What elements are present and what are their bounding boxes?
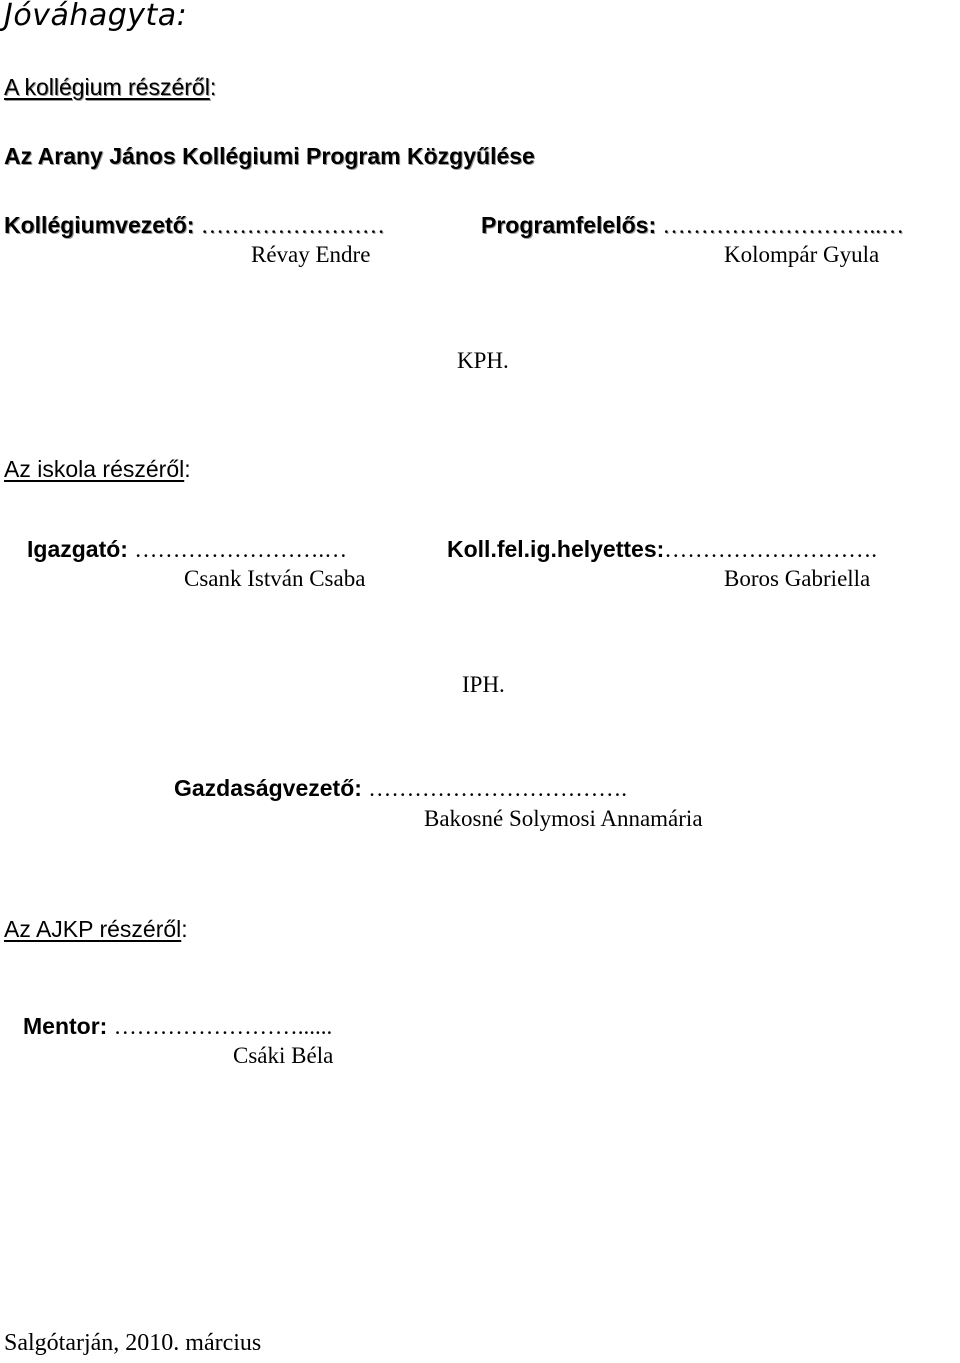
- college-heading-colon: :: [209, 74, 217, 100]
- school-stamp-placeholder: IPH.: [462, 672, 505, 697]
- director-signature-line: [27, 536, 347, 563]
- director-dots: …………………….…: [134, 537, 348, 562]
- assembly-title: Az Arany János Kollégiumi Program Közgyűlése: [4, 143, 535, 169]
- program-manager-signature-line: [481, 212, 904, 239]
- college-section-heading: [4, 74, 216, 101]
- mentor-dots: ……………………......: [113, 1014, 333, 1039]
- mentor-label: Mentor:: [23, 1013, 108, 1039]
- program-manager-label: Programfelelős:: [481, 212, 657, 238]
- program-manager-name: Kolompár Gyula: [724, 242, 880, 267]
- economic-manager-label: Gazdaságvezető:: [174, 775, 362, 801]
- school-heading-colon: :: [184, 456, 191, 482]
- college-head-signature-line: [4, 212, 385, 239]
- mentor-name: Csáki Béla: [233, 1043, 334, 1068]
- college-head-dots: ……………………: [200, 213, 385, 238]
- economic-manager-signature-line: [174, 775, 627, 802]
- director-name: Csank István Csaba: [184, 566, 366, 591]
- ajkp-heading-colon: :: [181, 916, 188, 942]
- ajkp-section-heading: [4, 916, 188, 943]
- deputy-director-name: Boros Gabriella: [724, 566, 871, 591]
- college-head-label: Kollégiumvezető:: [4, 212, 195, 238]
- college-head-name: Révay Endre: [251, 242, 371, 267]
- deputy-director-dots: ……………………….: [664, 537, 878, 562]
- school-heading-text: Az iskola részéről: [4, 456, 185, 482]
- ajkp-heading-text: Az AJKP részéről: [4, 916, 182, 942]
- program-manager-dots: ………………………..…: [662, 213, 904, 238]
- deputy-director-label: Koll.fel.ig.helyettes:: [447, 536, 665, 562]
- deputy-director-signature-line: [447, 536, 877, 563]
- economic-manager-dots: …………………………….: [368, 776, 628, 801]
- economic-manager-name: Bakosné Solymosi Annamária: [424, 806, 703, 831]
- approval-title: Jóváhagyta:: [4, 0, 188, 33]
- college-heading-text: A kollégium részéről: [4, 74, 210, 100]
- college-stamp-placeholder: KPH.: [457, 348, 509, 373]
- school-section-heading: [4, 456, 191, 483]
- director-label: Igazgató:: [27, 536, 128, 562]
- mentor-signature-line: [23, 1013, 332, 1040]
- place-and-date: Salgótarján, 2010. március: [4, 1330, 262, 1356]
